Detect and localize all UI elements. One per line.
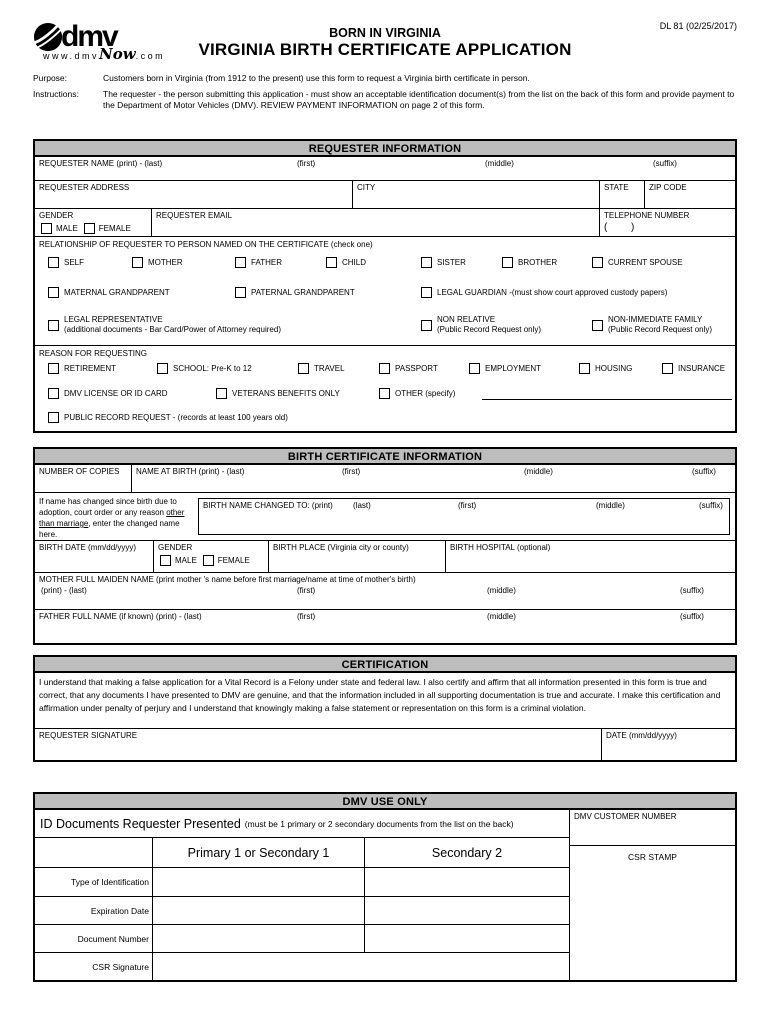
birth-place-field[interactable] — [269, 541, 446, 572]
middle-label: (middle) — [524, 467, 553, 476]
checkbox[interactable] — [132, 257, 143, 268]
option-label: PUBLIC RECORD REQUEST - (records at least 100 years old) — [64, 413, 288, 422]
middle-label: (middle) — [487, 586, 516, 595]
zip-field[interactable] — [645, 181, 735, 208]
checkbox[interactable] — [48, 257, 59, 268]
dmv-right-column — [570, 810, 735, 980]
mother-name-field[interactable] — [35, 573, 735, 610]
checkbox-option-non-immediate-family[interactable] — [592, 315, 712, 335]
expiration-date-label: Expiration Date — [35, 897, 153, 924]
option-label: CURRENT SPOUSE — [608, 258, 683, 267]
note-pre: If name has changed since birth due to adoption, court order or any reason — [39, 497, 177, 517]
checkbox-option-current-spouse[interactable] — [592, 257, 683, 268]
female-label: FEMALE — [217, 556, 250, 565]
middle-label: (middle) — [487, 612, 516, 621]
option-label: MOTHER — [148, 258, 183, 267]
dmv-use-only-section — [33, 792, 737, 982]
first-label: (first) — [458, 501, 477, 510]
id-documents-sub-label: (must be 1 primary or 2 secondary documents from the list on the back) — [244, 818, 514, 829]
checkbox-option-self[interactable] — [48, 257, 84, 268]
option-label: HOUSING — [595, 364, 633, 373]
checkbox[interactable] — [48, 363, 59, 374]
document-number-label: Document Number — [35, 925, 153, 952]
note-underlined: other than marriage — [39, 508, 185, 528]
birth-certificate-section — [33, 447, 737, 645]
requester-signature-field[interactable] — [35, 729, 602, 760]
option-label: NON-IMMEDIATE FAMILY — [608, 315, 703, 324]
checkbox[interactable] — [421, 257, 432, 268]
suffix-label: (suffix) — [699, 501, 723, 510]
checkbox-option-dmv-license[interactable] — [48, 388, 168, 399]
first-label: (first) — [297, 159, 316, 168]
dmv-customer-number-label: DMV CUSTOMER NUMBER — [574, 812, 677, 821]
checkbox-option-sister[interactable] — [421, 257, 466, 268]
checkbox[interactable] — [421, 287, 432, 298]
birth-name-changed-field[interactable] — [198, 498, 730, 535]
other-specify-line[interactable] — [482, 390, 732, 400]
birth-gender-field — [154, 541, 269, 572]
option-sublabel: (Public Record Request only) — [608, 325, 713, 334]
telephone-field[interactable] — [600, 209, 735, 236]
reason-label: REASON FOR REQUESTING — [39, 349, 148, 358]
suffix-label: (suffix) — [692, 467, 716, 476]
requester-email-label: REQUESTER EMAIL — [156, 211, 233, 220]
male-checkbox[interactable] — [160, 555, 171, 566]
telephone-label: TELEPHONE NUMBER — [604, 211, 690, 220]
checkbox[interactable] — [502, 257, 513, 268]
option-label: DMV LICENSE OR ID CARD — [64, 389, 168, 398]
birth-section-header: BIRTH CERTIFICATE INFORMATION — [35, 449, 735, 465]
csr-signature-label: CSR Signature — [35, 953, 153, 980]
requester-section-header: REQUESTER INFORMATION — [35, 141, 735, 157]
id-documents-main-label: ID Documents Requester Presented — [40, 816, 241, 831]
dmv-use-section-header: DMV USE ONLY — [35, 794, 735, 810]
male-label: MALE — [56, 224, 78, 233]
requester-information-section — [33, 139, 737, 433]
option-label: PATERNAL GRANDPARENT — [251, 288, 355, 297]
option-label: INSURANCE — [678, 364, 726, 373]
birth-hospital-field[interactable] — [446, 541, 735, 572]
checkbox-option-non-relative[interactable] — [421, 315, 541, 335]
purpose-label: Purpose: — [33, 73, 68, 83]
instructions-text: The requester - the person submitting this application - must show an acceptable identification document(s) from the list on the back of this form and provide payment to the Department of Motor Vehicles (DMV). REVIEW PAYMENT INFORMATION on page 2 of this form. — [103, 89, 735, 110]
mother-name-label: MOTHER FULL MAIDEN NAME (print mother 's name before first marriage/name at time of mother's birth) — [39, 575, 416, 584]
checkbox[interactable] — [235, 287, 246, 298]
checkbox[interactable] — [48, 388, 59, 399]
city-label: CITY — [357, 183, 376, 192]
id-documents-table — [35, 810, 570, 980]
suffix-label: (suffix) — [653, 159, 677, 168]
checkbox-option-paternal-grandparent[interactable] — [235, 287, 355, 298]
csr-signature-cell[interactable] — [153, 953, 569, 980]
checkbox[interactable] — [592, 320, 603, 331]
csr-stamp-area — [570, 846, 735, 862]
checkbox-option-other[interactable] — [379, 388, 455, 399]
birth-place-label: BIRTH PLACE (Virginia city or county) — [273, 543, 409, 552]
option-label: BROTHER — [518, 258, 558, 267]
checkbox-option-travel[interactable] — [298, 363, 345, 374]
checkbox[interactable] — [48, 287, 59, 298]
dmv-url-now: Now — [99, 45, 136, 63]
requester-name-field[interactable] — [35, 157, 735, 181]
option-label: LEGAL GUARDIAN -(must show court approved custody papers) — [437, 288, 668, 297]
signature-date-label: DATE (mm/dd/yyyy) — [606, 731, 677, 740]
checkbox[interactable] — [421, 320, 432, 331]
checkbox-option-father[interactable] — [235, 257, 282, 268]
name-changed-row — [35, 493, 735, 541]
checkbox-option-public-record[interactable] — [48, 412, 288, 423]
option-label: OTHER (specify) — [395, 389, 456, 398]
checkbox[interactable] — [326, 257, 337, 268]
male-label: MALE — [175, 556, 197, 565]
relationship-group — [35, 237, 735, 346]
type-of-identification-label: Type of Identification — [35, 868, 153, 896]
checkbox-option-veterans-benefits[interactable] — [216, 388, 340, 399]
option-label: MATERNAL GRANDPARENT — [64, 288, 170, 297]
checkbox[interactable] — [157, 363, 168, 374]
checkbox-option-legal-guardian[interactable] — [421, 287, 667, 298]
female-checkbox[interactable] — [203, 555, 214, 566]
last-label: (last) — [353, 501, 371, 510]
checkbox[interactable] — [48, 320, 59, 331]
checkbox-option-passport[interactable] — [379, 363, 438, 374]
primary-column-header: Primary 1 or Secondary 1 — [153, 838, 365, 867]
name-at-birth-field[interactable] — [132, 465, 735, 492]
checkbox[interactable] — [235, 257, 246, 268]
father-name-field[interactable] — [35, 610, 735, 643]
form-title: VIRGINIA BIRTH CERTIFICATE APPLICATION — [198, 40, 572, 59]
option-sublabel: (Public Record Request only) — [437, 325, 542, 334]
middle-label: (middle) — [596, 501, 625, 510]
checkbox[interactable] — [469, 363, 480, 374]
checkbox-option-retirement[interactable] — [48, 363, 116, 374]
type-primary-cell[interactable] — [153, 868, 365, 896]
requester-address-field[interactable] — [35, 181, 353, 208]
id-documents-heading — [35, 810, 569, 838]
document-secondary-cell[interactable] — [365, 925, 569, 952]
middle-label: (middle) — [485, 159, 514, 168]
table-row — [35, 953, 569, 980]
checkbox-option-legal-representative[interactable] — [48, 315, 281, 335]
telephone-parens: ( ) — [604, 222, 636, 233]
option-label: SCHOOL: Pre-K to 12 — [173, 364, 252, 373]
gender-label: GENDER — [39, 211, 74, 220]
option-label: EMPLOYMENT — [485, 364, 542, 373]
checkbox[interactable] — [216, 388, 227, 399]
relationship-label: RELATIONSHIP OF REQUESTER TO PERSON NAMED ON THE CERTIFICATE (check one) — [39, 240, 373, 249]
csr-stamp-label: CSR STAMP — [628, 852, 677, 862]
expiration-secondary-cell[interactable] — [365, 897, 569, 924]
table-header-row — [35, 838, 569, 868]
option-label: VETERANS BENEFITS ONLY — [232, 389, 340, 398]
dmv-logo-text: dmv — [61, 20, 117, 53]
suffix-label: (suffix) — [680, 612, 704, 621]
first-label: (first) — [342, 467, 361, 476]
gender-label: GENDER — [158, 543, 193, 552]
city-field[interactable] — [353, 181, 600, 208]
secondary-column-header: Secondary 2 — [431, 845, 503, 860]
option-label: RETIREMENT — [64, 364, 116, 373]
requester-gender-field — [35, 209, 152, 236]
checkbox-option-mother[interactable] — [132, 257, 183, 268]
certification-section-header: CERTIFICATION — [35, 657, 735, 673]
female-checkbox[interactable] — [84, 223, 95, 234]
dmv-url-prefix: www.dmv — [43, 51, 100, 61]
certification-section — [33, 655, 737, 762]
checkbox-option-child[interactable] — [326, 257, 366, 268]
father-name-label: FATHER FULL NAME (if known) (print) - (last) — [39, 612, 202, 621]
checkbox[interactable] — [48, 412, 59, 423]
note-post: , enter the changed name here. — [39, 519, 180, 539]
checkbox[interactable] — [379, 363, 390, 374]
suffix-label: (suffix) — [680, 586, 704, 595]
number-of-copies-label: NUMBER OF COPIES — [39, 467, 120, 476]
state-label: STATE — [604, 183, 629, 192]
name-at-birth-label: NAME AT BIRTH (print) - (last) — [136, 467, 245, 476]
checkbox[interactable] — [298, 363, 309, 374]
reason-group — [35, 346, 735, 431]
zip-label: ZIP CODE — [649, 183, 687, 192]
state-field[interactable] — [600, 181, 645, 208]
checkbox[interactable] — [662, 363, 673, 374]
female-label: FEMALE — [98, 224, 131, 233]
instructions-label: Instructions: — [33, 89, 79, 99]
certification-text: I understand that making a false application for a Vital Record is a Felony under state and federal law. I also certify and affirm that all information presented in this form is true and correct, that any documents I have presented to DMV are genuine, and that the information included in all supporting documentation is true and accurate. I make this certification and affirmation under penalty of perjury and I understand that knowingly making a false statement or representation on this form is a criminal violation. — [39, 677, 721, 713]
birth-date-field[interactable] — [35, 541, 154, 572]
form-subtitle: BORN IN VIRGINIA — [329, 26, 441, 40]
male-checkbox[interactable] — [41, 223, 52, 234]
dmv-customer-number-field[interactable] — [570, 810, 735, 846]
option-label: LEGAL REPRESENTATIVE — [64, 315, 163, 324]
checkbox-option-employment[interactable] — [469, 363, 541, 374]
form-number: DL 81 (02/25/2017) — [659, 21, 737, 31]
dmv-url-suffix: .com — [135, 51, 166, 61]
first-label: (first) — [297, 612, 316, 621]
option-label: SISTER — [437, 258, 466, 267]
table-row — [35, 897, 569, 925]
name-changed-note — [39, 496, 191, 540]
option-label: NON RELATIVE — [437, 315, 496, 324]
checkbox[interactable] — [379, 388, 390, 399]
checkbox-option-maternal-grandparent[interactable] — [48, 287, 170, 298]
table-row — [35, 868, 569, 897]
requester-email-field[interactable] — [152, 209, 600, 236]
document-primary-cell[interactable] — [153, 925, 365, 952]
purpose-text: Customers born in Virginia (from 1912 to the present) use this form to request a Virginia birth certificate in person. — [103, 73, 530, 83]
birth-hospital-label: BIRTH HOSPITAL (optional) — [450, 543, 551, 552]
requester-address-label: REQUESTER ADDRESS — [39, 183, 130, 192]
option-label: CHILD — [342, 258, 367, 267]
checkbox-option-insurance[interactable] — [662, 363, 725, 374]
birth-name-changed-label: BIRTH NAME CHANGED TO: (print) — [203, 501, 333, 510]
signature-date-field[interactable] — [602, 729, 735, 760]
blank-corner-cell — [35, 838, 153, 867]
option-sublabel: (additional documents - Bar Card/Power of Attorney required) — [64, 325, 281, 334]
option-label: PASSPORT — [395, 364, 438, 373]
checkbox-option-brother[interactable] — [502, 257, 557, 268]
birth-date-label: BIRTH DATE (mm/dd/yyyy) — [39, 543, 137, 552]
option-label: SELF — [64, 258, 85, 267]
print-last-label: (print) - (last) — [41, 586, 87, 595]
number-of-copies-field[interactable] — [35, 465, 132, 492]
requester-name-label: REQUESTER NAME (print) - (last) — [39, 159, 163, 168]
type-secondary-cell[interactable] — [365, 868, 569, 896]
option-label: TRAVEL — [314, 364, 345, 373]
checkbox-option-housing[interactable] — [579, 363, 632, 374]
table-row — [35, 925, 569, 953]
checkbox[interactable] — [592, 257, 603, 268]
requester-signature-label: REQUESTER SIGNATURE — [39, 731, 138, 740]
first-label: (first) — [297, 586, 316, 595]
option-label: FATHER — [251, 258, 282, 267]
expiration-primary-cell[interactable] — [153, 897, 365, 924]
checkbox[interactable] — [579, 363, 590, 374]
checkbox-option-school[interactable] — [157, 363, 252, 374]
